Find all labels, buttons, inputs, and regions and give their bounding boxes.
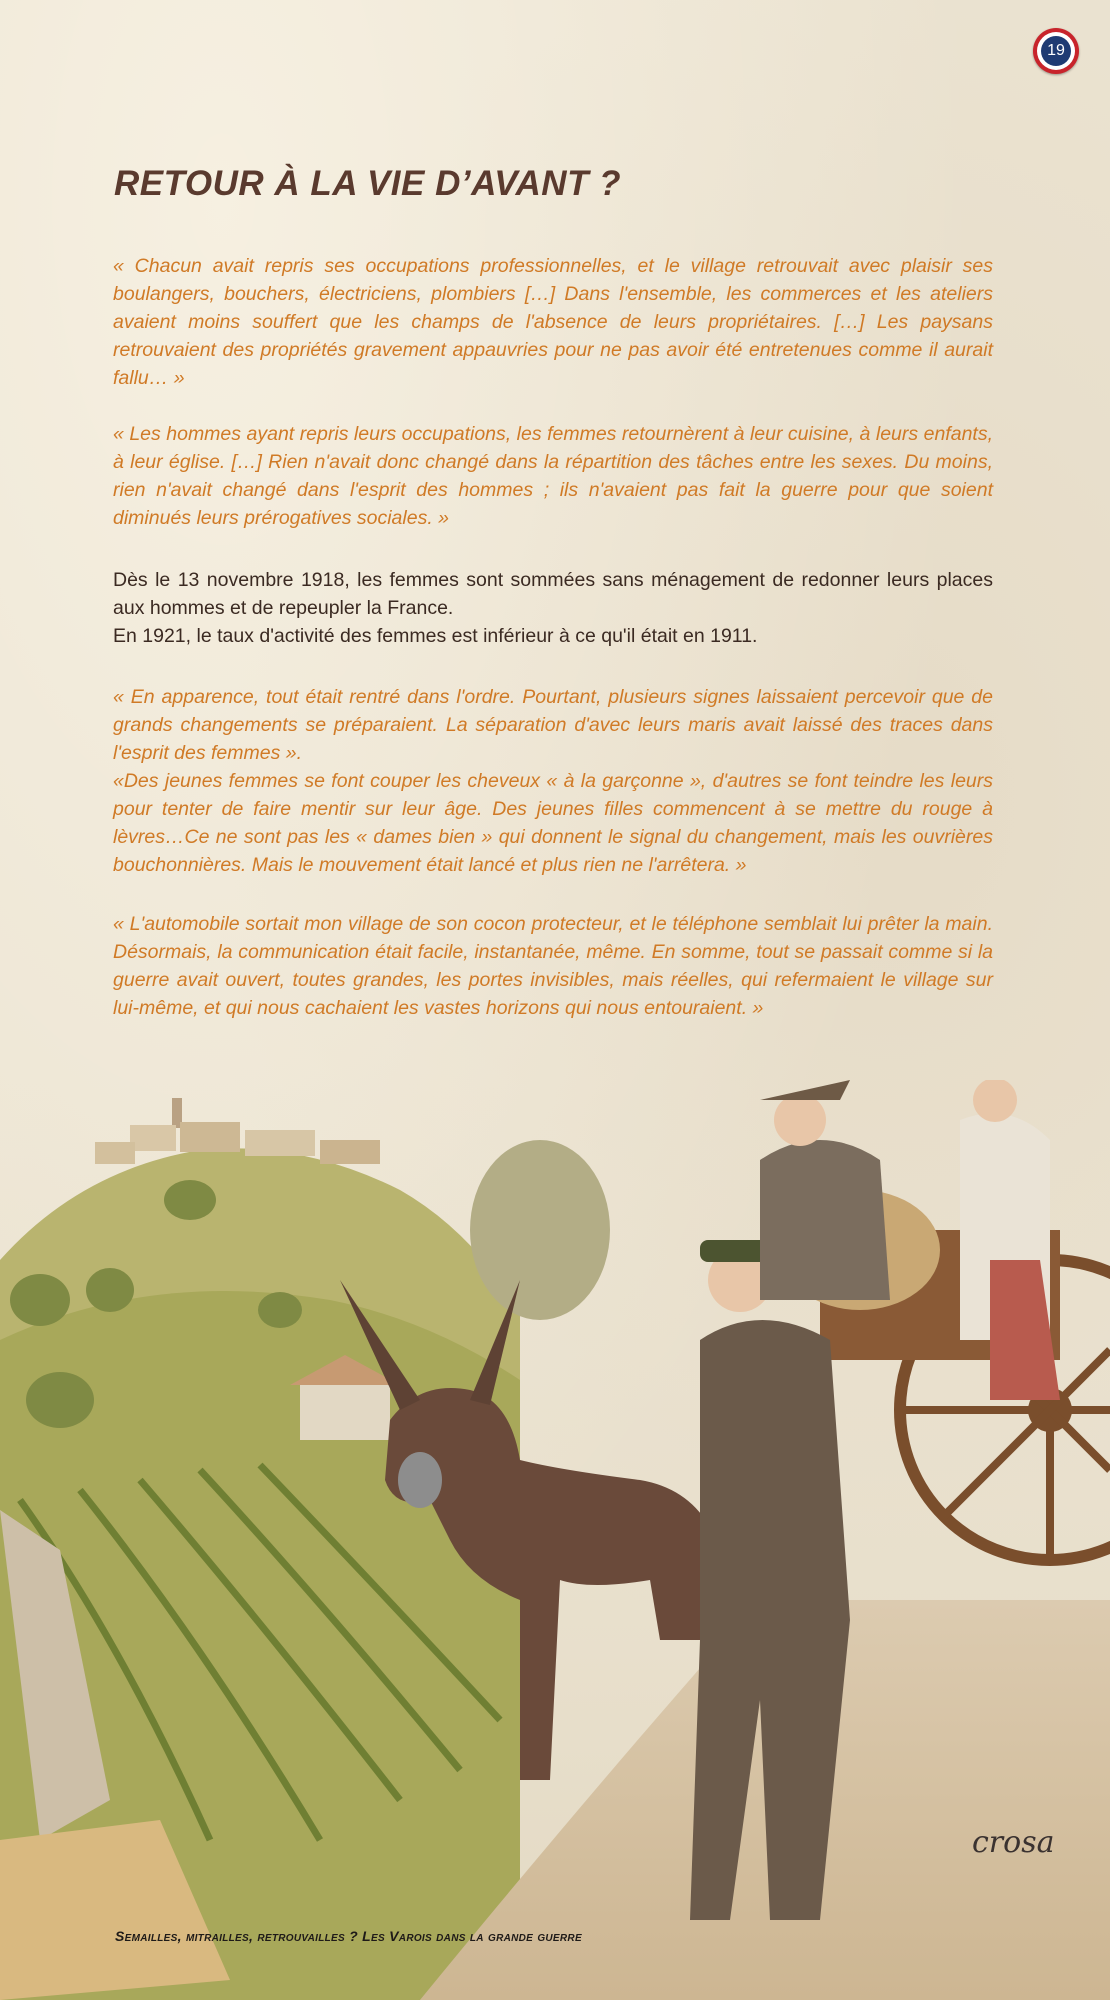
- quote-paragraph-3: [113, 683, 993, 879]
- paragraph-line: « Les hommes ayant repris leurs occupations, les femmes retournèrent à leur cuisine, à leurs enfants, à leur église. […] Rien n'avait donc changé dans la répartition des tâches entre les sexes. Du moins, rien n'avait changé dans l'esprit des hommes ; ils n'avaient pas fait la guerre pour que soient diminués leurs prérogatives sociales. »: [113, 423, 993, 529]
- paragraph-line: Dès le 13 novembre 1918, les femmes sont sommées sans ménagement de redonner leurs places aux hommes et de repeupler la France.: [113, 569, 993, 619]
- page-title: RETOUR À LA VIE D’AVANT ?: [114, 164, 622, 203]
- footer-book-title: Semailles, mitrailles, retrouvailles ? Les Varois dans la grande guerre: [115, 1928, 582, 1944]
- paragraph-line: « Chacun avait repris ses occupations professionnelles, et le village retrouvait avec plaisir ses boulangers, bouchers, électriciens, plombiers […] Dans l'ensemble, les commerces et les ateliers avaient moins souffert que les champs de l'absence de leurs propriétaires. […] Les paysans retrouvaient des propriétés gravement appauvries pour ne pas avoir été entretenues comme il aurait fallu… »: [113, 255, 993, 389]
- body-paragraph: [113, 566, 993, 650]
- quote-paragraph-2: [113, 420, 993, 532]
- paragraph-line: « En apparence, tout était rentré dans l'ordre. Pourtant, plusieurs signes laissaient percevoir que de grands changements se préparaient. La séparation d'avec leurs maris avait laissé des traces dans l'esprit des femmes ».: [113, 686, 993, 764]
- page-number: 19: [1041, 36, 1071, 66]
- farmhouse: [300, 1380, 390, 1440]
- quote-paragraph-4: [113, 910, 993, 1022]
- quote-paragraph-1: [113, 252, 993, 392]
- paragraph-line: «Des jeunes femmes se font couper les cheveux « à la garçonne », d'autres se font teindre les leurs pour tenter de faire mentir sur leur âge. Des jeunes filles commencent à se mettre du rouge à lèvres…Ce ne sont pas les « dames bien » qui donnent le signal du changement, mais les ouvrières bouchonnières. Mais le mouvement était lancé et plus rien ne l'arrêtera. »: [113, 770, 993, 876]
- page-number-badge: [1033, 28, 1079, 74]
- artist-signature: crosa: [972, 1825, 1055, 1860]
- paragraph-line: « L'automobile sortait mon village de son cocon protecteur, et le téléphone semblait lui prêter la main. Désormais, la communication était facile, instantanée, même. En somme, tout se passait comme si la guerre avait ouvert, toutes grandes, les portes invisibles, mais réelles, qui refermaient le village sur lui-même, et qui nous cachaient les vastes horizons qui nous entouraient. »: [113, 913, 993, 1019]
- illustration-village-cart: [0, 1080, 1110, 2000]
- paragraph-line: En 1921, le taux d'activité des femmes est inférieur à ce qu'il était en 1911.: [113, 625, 758, 647]
